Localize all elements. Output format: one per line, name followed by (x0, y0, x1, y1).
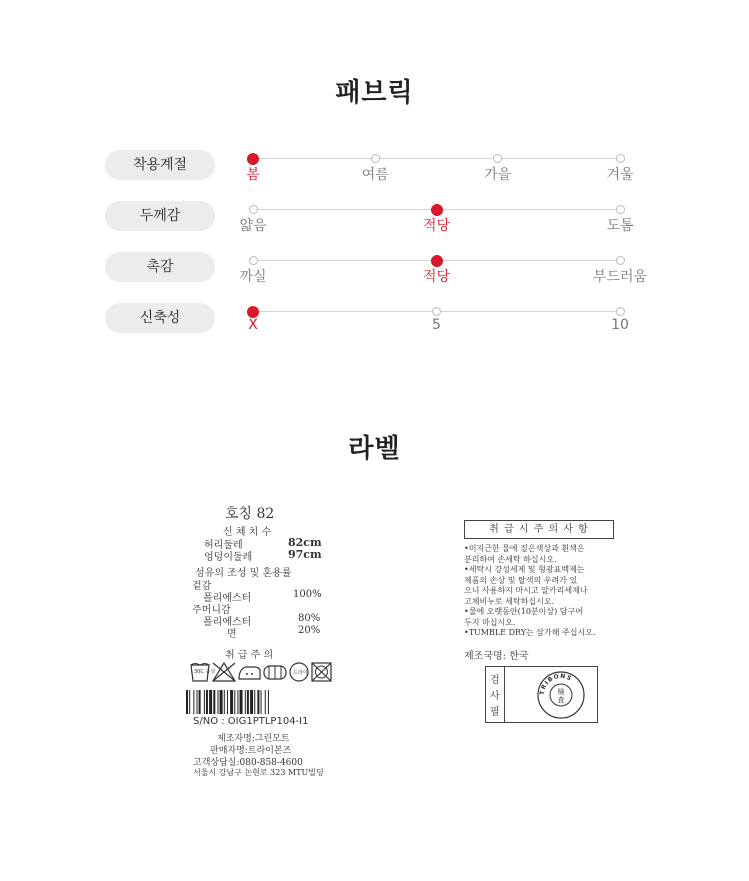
barcode-bar (189, 690, 190, 714)
scale-dot-selected (247, 153, 259, 165)
scale-dot (432, 307, 441, 316)
label-section-title: 라벨 (348, 434, 401, 464)
no-bleach-icon (213, 663, 235, 681)
hip-value: 97cm (288, 548, 322, 561)
wring-icon (264, 666, 286, 679)
scale-tick-label: 10 (611, 317, 629, 333)
scale-tick-label: 5 (432, 317, 441, 333)
scale-dot (249, 256, 258, 265)
scale-tick-label: 부드러움 (592, 269, 648, 285)
scale-dot-selected (431, 204, 443, 216)
size-title: 호칭 82 (225, 506, 275, 522)
tribons-inspection-stamp (536, 670, 586, 720)
barcode-bar (254, 690, 255, 714)
barcode-bar (197, 690, 198, 714)
address: 서울시 강남구 논현로 323 MTU빌딩 (193, 768, 324, 777)
scale-dot (371, 154, 380, 163)
stamp-brand-text: TRIBONS (538, 672, 574, 696)
body-size-heading: 신 체 치 수 (223, 527, 272, 538)
caution-note-line: •물에 오랫동안(10분이상) 담구어 (464, 607, 583, 616)
svg-text:TRIBONS (539, 673, 573, 696)
inspection-char-1: 검 (490, 675, 500, 686)
manufacturer: 제조자명:그린모트 (217, 734, 290, 744)
shell-percent: 100% (293, 589, 322, 600)
fabric-row (0, 201, 749, 241)
composition-heading: 섬유의 조성 및 혼용률 (195, 568, 292, 579)
shell-label: 겉감 (192, 581, 212, 592)
barcode-bar (199, 690, 201, 714)
barcode (186, 690, 334, 714)
scale-tick-label: 봄 (246, 167, 260, 183)
scale-dot-selected (247, 306, 259, 318)
fabric-row (0, 303, 749, 343)
barcode-bar (261, 690, 262, 714)
scale-tick-label: X (248, 317, 258, 333)
barcode-bar (209, 690, 212, 714)
scale-dot (616, 307, 625, 316)
barcode-bar (250, 690, 253, 714)
scale-tick-label: 도톰 (606, 218, 634, 234)
scale-tick-label: 적당 (422, 218, 451, 234)
origin: 제조국명: 한국 (464, 651, 529, 662)
caution-note-line: 두지 마십시오. (464, 617, 516, 627)
customer-center: 고객상담실:080-858-4600 (193, 758, 303, 768)
scale-dot (616, 256, 625, 265)
barcode-bar (237, 690, 238, 714)
pocket-percent-2: 20% (298, 625, 321, 636)
inspection-char-3: 필 (490, 707, 500, 718)
scale-dot (616, 154, 625, 163)
scale-dot (249, 205, 258, 214)
caution-note-line: •미지근한 물에 짙은색상과 흰색은 (464, 544, 585, 553)
scale-tick-label: 겨울 (606, 167, 634, 183)
seller: 판매자명:트라이본즈 (210, 746, 292, 756)
caution-note-line: 제품의 손상 및 탈색의 우려가 있 (464, 575, 578, 585)
pocket-percent-1: 80% (298, 613, 321, 624)
barcode-bar (220, 690, 223, 714)
barcode-bar (247, 690, 249, 714)
barcode-bar (265, 690, 266, 714)
scale-dot-selected (431, 255, 443, 267)
inspection-label (486, 667, 505, 722)
pocket-material-1: 폴리에스터 (203, 617, 252, 628)
serial-number: S/NO : OIG1PTLP104-I1 (193, 716, 309, 727)
waist-name: 허리둘레 (204, 540, 243, 551)
scale-tick-label: 까실 (239, 269, 267, 285)
shell-material: 폴리에스터 (203, 593, 252, 604)
barcode-bar (268, 690, 269, 714)
hip-name: 엉덩이둘레 (204, 552, 253, 563)
barcode-bar (186, 690, 188, 714)
stamp-char-1: 檢 (557, 688, 565, 696)
waist-value: 82cm (288, 536, 322, 549)
barcode-bar (213, 690, 215, 714)
barcode-bar (245, 690, 246, 714)
scale-tick-label: 적당 (422, 269, 451, 285)
care-symbols (189, 660, 335, 684)
dry-clean-text: 드라이 (293, 670, 308, 676)
barcode-bar (204, 690, 205, 714)
caution-note-line: 분리하여 손세탁 하십시오. (464, 554, 557, 564)
wash-temperature-text: 30C 중성 (194, 669, 216, 675)
fabric-section-title: 패브릭 (335, 78, 414, 108)
attribute-label: 착용계절 (105, 150, 215, 180)
caution-note-line: 고체비누로 세탁하십시오. (464, 596, 555, 606)
attribute-label: 촉감 (105, 252, 215, 282)
scale-track (253, 158, 620, 159)
scale-tick-label: 얇음 (239, 218, 267, 234)
barcode-bar (218, 690, 219, 714)
fabric-row (0, 252, 749, 292)
barcode-bar (230, 690, 233, 714)
inspection-char-2: 사 (490, 691, 500, 702)
caution-note-line: 으니 사용하지 마시고 알카리세제나 (464, 586, 588, 595)
attribute-label: 두께감 (105, 201, 215, 231)
barcode-bar (193, 690, 194, 714)
stamp-char-2: 査 (557, 696, 565, 704)
scale-tick-label: 가을 (484, 167, 512, 183)
scale-dot (616, 205, 625, 214)
fabric-row (0, 150, 749, 190)
care-heading: 취 급 주 의 (225, 650, 274, 661)
barcode-bar (224, 690, 225, 714)
barcode-bar (234, 690, 235, 714)
pocket-label: 주머니감 (192, 605, 231, 616)
barcode-bar (227, 690, 228, 714)
inspection-box (485, 666, 598, 723)
barcode-bar (206, 690, 208, 714)
scale-tick-label: 여름 (361, 167, 389, 183)
pocket-material-2: 면 (227, 629, 237, 640)
caution-heading: 취 급 시 주 의 사 항 (464, 520, 614, 539)
barcode-bar (240, 690, 243, 714)
barcode-bar (257, 690, 259, 714)
caution-note-line: •세탁시 강성세제 및 형광표백제는 (464, 565, 585, 574)
attribute-label: 신축성 (105, 303, 215, 333)
no-tumble-dry-icon (312, 663, 331, 681)
caution-note-line: •TUMBLE DRY는 삼가해 주십시오. (464, 628, 596, 637)
iron-icon (239, 667, 260, 679)
scale-dot (493, 154, 502, 163)
